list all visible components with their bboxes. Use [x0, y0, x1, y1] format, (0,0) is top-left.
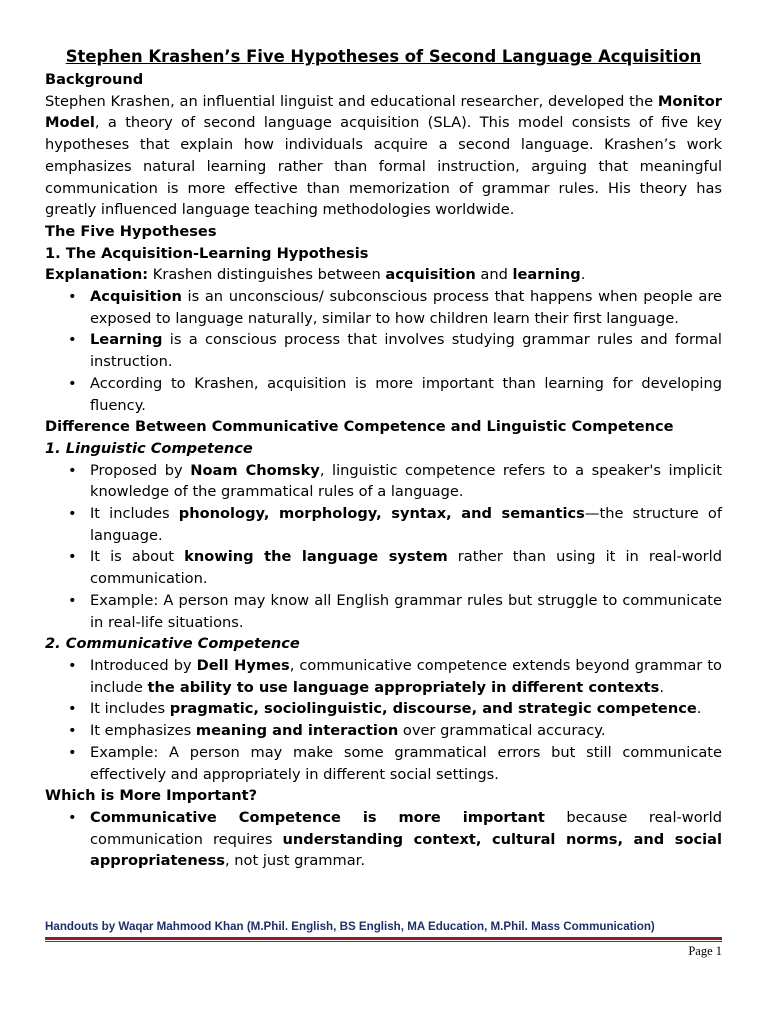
hypothesis-1-list — [45, 286, 722, 416]
list-item: • It emphasizes meaning and interaction over grammatical accuracy. — [90, 720, 722, 742]
communicative-competence-heading: 2. Communicative Competence — [45, 635, 300, 653]
importance-heading: Which is More Important? — [45, 787, 258, 805]
five-hypotheses-heading: The Five Hypotheses — [45, 222, 217, 240]
footer-rule-thin — [45, 941, 722, 942]
communicative-competence-list — [45, 655, 722, 785]
page-number: Page 1 — [688, 944, 722, 958]
list-item: • Example: A person may make some grammatical errors but still communicate effectively and appropriately in different social settings. — [90, 742, 722, 785]
list-item: • Communicative Competence is more important because real-world communication requires understanding context, cultural norms, and social appropriateness, not just grammar. — [90, 807, 722, 872]
list-item: • It includes phonology, morphology, syntax, and semantics—the structure of language. — [90, 503, 722, 546]
difference-heading: Difference Between Communicative Competence and Linguistic Competence — [45, 418, 674, 436]
background-heading: Background — [45, 71, 144, 88]
linguistic-competence-list — [45, 460, 722, 634]
list-item: • Acquisition is an unconscious/ subconscious process that happens when people are exposed to language naturally, similar to how children learn their first language. — [90, 286, 722, 329]
explanation-paragraph: Explanation: Krashen distinguishes between acquisition and learning. — [45, 266, 586, 284]
footer-credit: Handouts by Waqar Mahmood Khan (M.Phil. English, BS English, MA Education, M.Phil. Mass Communication) — [45, 920, 655, 933]
list-item: • Proposed by Noam Chomsky, linguistic competence refers to a speaker's implicit knowledge of the grammatical rules of a language. — [90, 460, 722, 503]
list-item: • It is about knowing the language system rather than using it in real-world communication. — [90, 546, 722, 589]
document-title: Stephen Krashen’s Five Hypotheses of Second Language Acquisition — [65, 47, 702, 66]
list-item: • According to Krashen, acquisition is more important than learning for developing fluency. — [90, 373, 722, 416]
document-body — [45, 45, 722, 872]
list-item: • Introduced by Dell Hymes, communicative competence extends beyond grammar to include the ability to use language appropriately in different contexts. — [90, 655, 722, 698]
importance-list — [45, 807, 722, 872]
linguistic-competence-heading: 1. Linguistic Competence — [45, 439, 253, 457]
footer-rule-thick — [45, 937, 722, 940]
list-item: • Example: A person may know all English grammar rules but struggle to communicate in real-life situations. — [90, 590, 722, 633]
background-paragraph: Stephen Krashen, an influential linguist and educational researcher, developed the Monitor Model, a theory of second language acquisition (SLA). This model consists of five key hypotheses that explain how individuals acquire a second language. Krashen’s work emphasizes natural learning rather than formal instruction, arguing that meaningful communication is more effective than memorization of grammar rules. His theory has greatly influenced language teaching methodologies worldwide. — [45, 92, 722, 219]
hypothesis-1-heading: 1. The Acquisition-Learning Hypothesis — [45, 244, 369, 262]
list-item: • Learning is a conscious process that involves studying grammar rules and formal instruction. — [90, 329, 722, 372]
list-item: • It includes pragmatic, sociolinguistic, discourse, and strategic competence. — [90, 698, 722, 720]
